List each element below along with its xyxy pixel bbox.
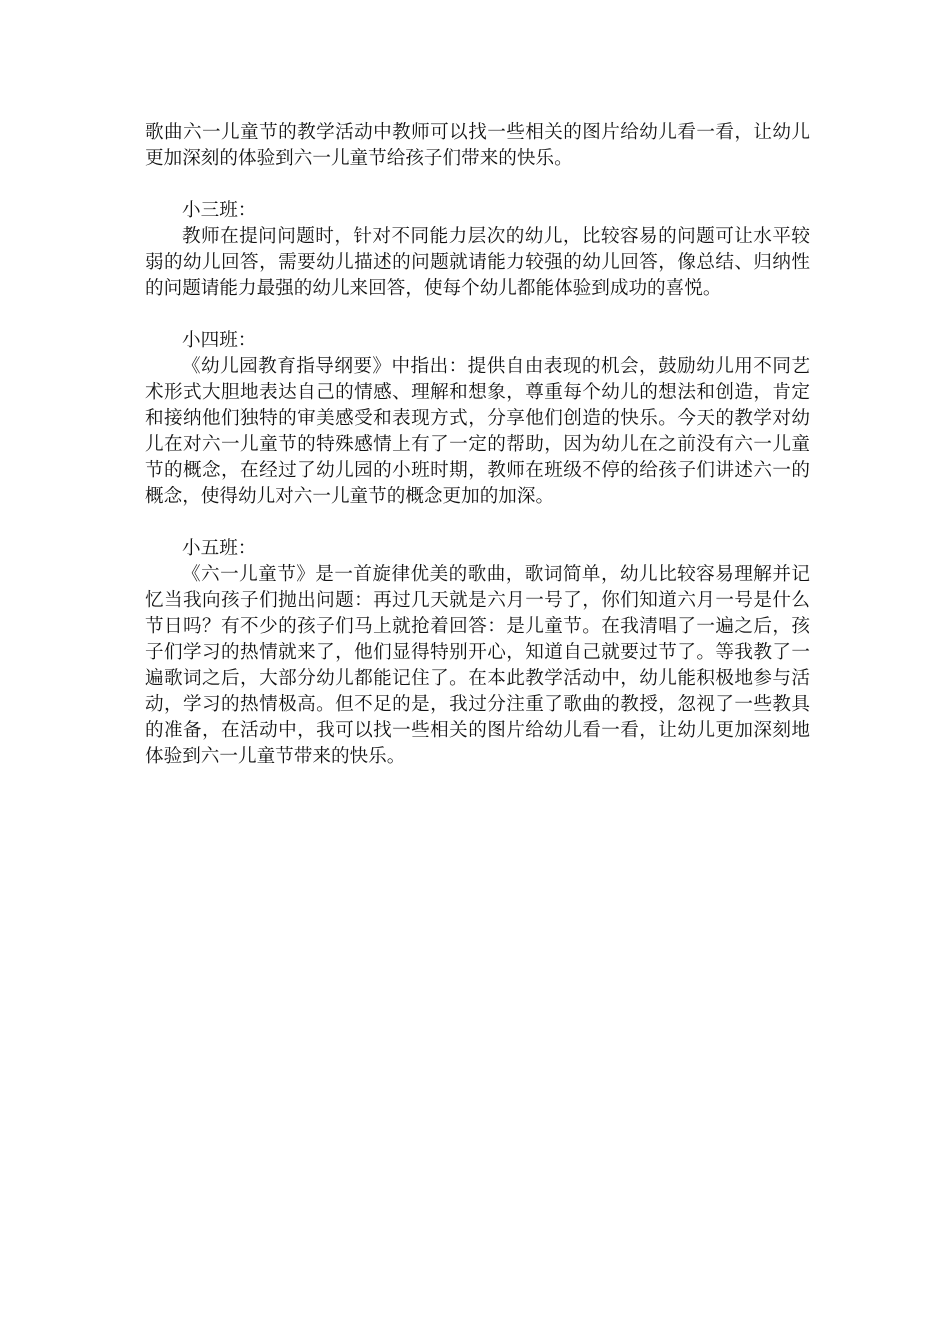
section-heading: 小三班：: [182, 200, 257, 221]
section-class-5: [145, 536, 810, 770]
section-body: 《六一儿童节》是一首旋律优美的歌曲，歌词简单，幼儿比较容易理解并记忆当我向孩子们抛出问题：再过几天就是六月一号了，你们知道六月一号是什么节日吗？有不少的孩子们马上就抢着回答：是儿童节。在我清唱了一遍之后，孩子们学习的热情就来了，他们显得特别开心，知道自己就要过节了。等我教了一遍歌词之后，大部分幼儿都能记住了。在本此教学活动中，幼儿能积极地参与活动，学习的热情极高。但不足的是，我过分注重了歌曲的教授，忽视了一些教具的准备，在活动中，我可以找一些相关的图片给幼儿看一看，让幼儿更加深刻地体验到六一儿童节带来的快乐。: [145, 564, 810, 767]
section-body: 教师在提问问题时，针对不同能力层次的幼儿，比较容易的问题可让水平较弱的幼儿回答，需要幼儿描述的问题就请能力较强的幼儿回答，像总结、归纳性的问题请能力最强的幼儿来回答，使每个幼儿都能体验到成功的喜悦。: [145, 226, 810, 299]
document-page: [145, 120, 810, 770]
section-body: 《幼儿园教育指导纲要》中指出：提供自由表现的机会，鼓励幼儿用不同艺术形式大胆地表达自己的情感、理解和想象，尊重每个幼儿的想法和创造，肯定和接纳他们独特的审美感受和表现方式，分享他们创造的快乐。今天的教学对幼儿在对六一儿童节的特殊感情上有了一定的帮助，因为幼儿在之前没有六一儿童节的概念，在经过了幼儿园的小班时期，教师在班级不停的给孩子们讲述六一的概念，使得幼儿对六一儿童节的概念更加的加深。: [145, 356, 810, 507]
section-heading: 小四班：: [182, 330, 257, 351]
section-heading: 小五班：: [182, 538, 257, 559]
section-class-3: [145, 198, 810, 302]
intro-paragraph: 歌曲六一儿童节的教学活动中教师可以找一些相关的图片给幼儿看一看，让幼儿更加深刻的体验到六一儿童节给孩子们带来的快乐。: [145, 122, 810, 169]
section-class-4: [145, 328, 810, 510]
